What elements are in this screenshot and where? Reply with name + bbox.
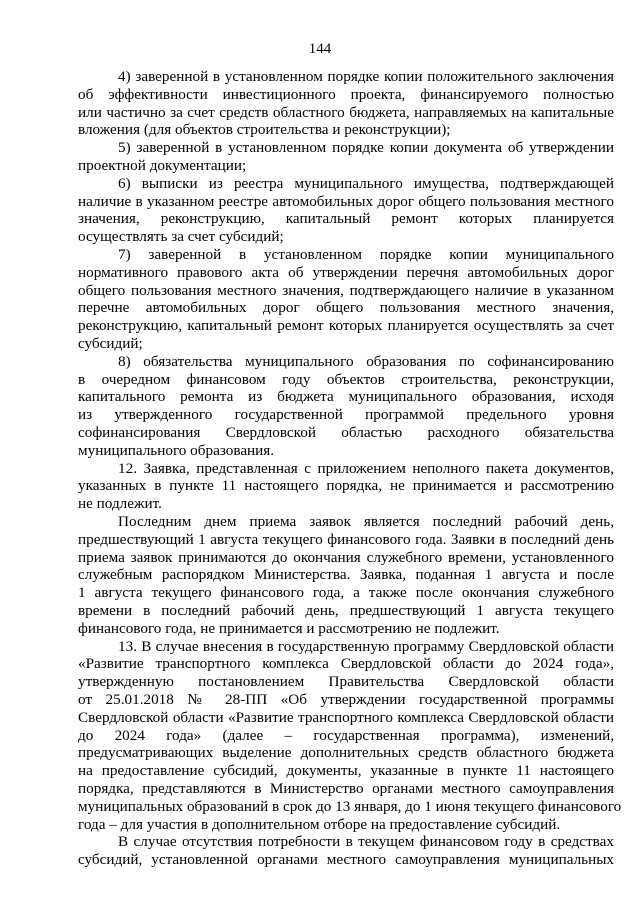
text-line: приема заявок принимаются до окончания служебного времени, установленного	[78, 548, 614, 566]
text-line: времени в последний рабочий день, предшествующий 1 августа текущего	[78, 602, 614, 619]
text-line: 5) заверенной в установленном порядке копии документа об утверждении	[118, 139, 614, 157]
text-line: об эффективности инвестиционного проекта, финансируемого полностью	[78, 85, 614, 103]
text-line: порядка, представляются в Министерство органами местного самоуправления	[78, 780, 614, 797]
text-line: финансового года, не принимается и рассмотрению не подлежит.	[78, 619, 500, 637]
text-line: или частично за счет средств областного бюджета, направляемых на капитальные	[78, 103, 614, 121]
text-line: субсидий, установленной органами местного самоуправления муниципальных	[78, 851, 614, 869]
text-line: наличие в указанном реестре автомобильных дорог общего пользования местного	[78, 192, 614, 210]
text-line: софинансирования Свердловской областью расходного обязательства	[78, 424, 614, 441]
text-line: осуществлять за счет субсидий;	[78, 228, 284, 246]
text-line: 4) заверенной в установленном порядке копии положительного заключения	[118, 68, 614, 85]
text-line: проектной документации;	[78, 157, 247, 174]
text-line: 8) обязательства муниципального образования по софинансированию	[118, 352, 614, 370]
text-line: 1 августа текущего финансового года, а также после окончания служебного	[78, 584, 614, 602]
text-line: значения, реконструкцию, капитальный ремонт которых планируется	[78, 210, 614, 228]
text-line: вложения (для объектов строительства и реконструкции);	[78, 121, 451, 139]
text-line: указанных в пункте 11 настоящего порядка, не принимается и рассмотрению	[78, 477, 614, 495]
text-line: реконструкцию, капитальный ремонт которых планируется осуществлять за счет	[78, 317, 614, 335]
text-line: общего пользования местного значения, подтверждающего наличие в указанном	[78, 281, 614, 299]
page-number: 144	[308, 41, 332, 57]
text-line: муниципальных образований в срок до 13 января, до 1 июня текущего финансового	[78, 797, 622, 815]
text-line: нормативного правового акта об утверждении перечня автомобильных дорог	[78, 263, 614, 281]
text-line: на предоставление субсидий, документы, указанные в пункте 11 настоящего	[78, 762, 614, 780]
text-line: служебным распорядком Министерства. Заявка, поданная 1 августа и после	[78, 566, 614, 584]
text-line: не подлежит.	[78, 495, 162, 513]
text-line: 13. В случае внесения в государственную программу Свердловской области	[118, 637, 614, 655]
text-line: субсидий;	[78, 335, 143, 352]
text-line: предшествующий 1 августа текущего финансового года. Заявки в последний день	[78, 530, 614, 548]
text-line: от 25.01.2018 № 28-ПП «Об утверждении государственной программы	[78, 691, 614, 708]
text-line: предусматривающих выделение дополнительных средств областного бюджета	[78, 744, 614, 762]
text-line: 12. Заявка, представленная с приложением неполного пакета документов,	[118, 459, 614, 477]
text-line: капитального ремонта из бюджета муниципального образования, исходя	[78, 388, 614, 406]
text-line: перечне автомобильных дорог общего пользования местного значения,	[78, 299, 614, 317]
text-line: 6) выписки из реестра муниципального имущества, подтверждающей	[118, 174, 614, 192]
text-line: Свердловской области «Развитие транспортного комплекса Свердловской области	[78, 708, 614, 726]
text-line: В случае отсутствия потребности в текущем финансовом году в средствах	[118, 833, 614, 851]
text-line: утвержденную постановлением Правительства Свердловской области	[78, 673, 614, 691]
text-line: года – для участия в дополнительном отборе на предоставление субсидий.	[78, 815, 561, 833]
text-line: 7) заверенной в установленном порядке копии муниципального	[118, 246, 614, 263]
text-line: до 2024 года» (далее – государственная программа), изменений,	[78, 726, 614, 744]
text-line: «Развитие транспортного комплекса Свердловской области до 2024 года»,	[78, 655, 614, 673]
text-line: Последним днем приема заявок является последний рабочий день,	[118, 513, 614, 530]
text-line: в очередном финансовом году объектов строительства, реконструкции,	[78, 370, 614, 388]
text-line: муниципального образования.	[78, 441, 275, 459]
text-line: из утвержденного государственной программой предельного уровня	[78, 406, 614, 424]
